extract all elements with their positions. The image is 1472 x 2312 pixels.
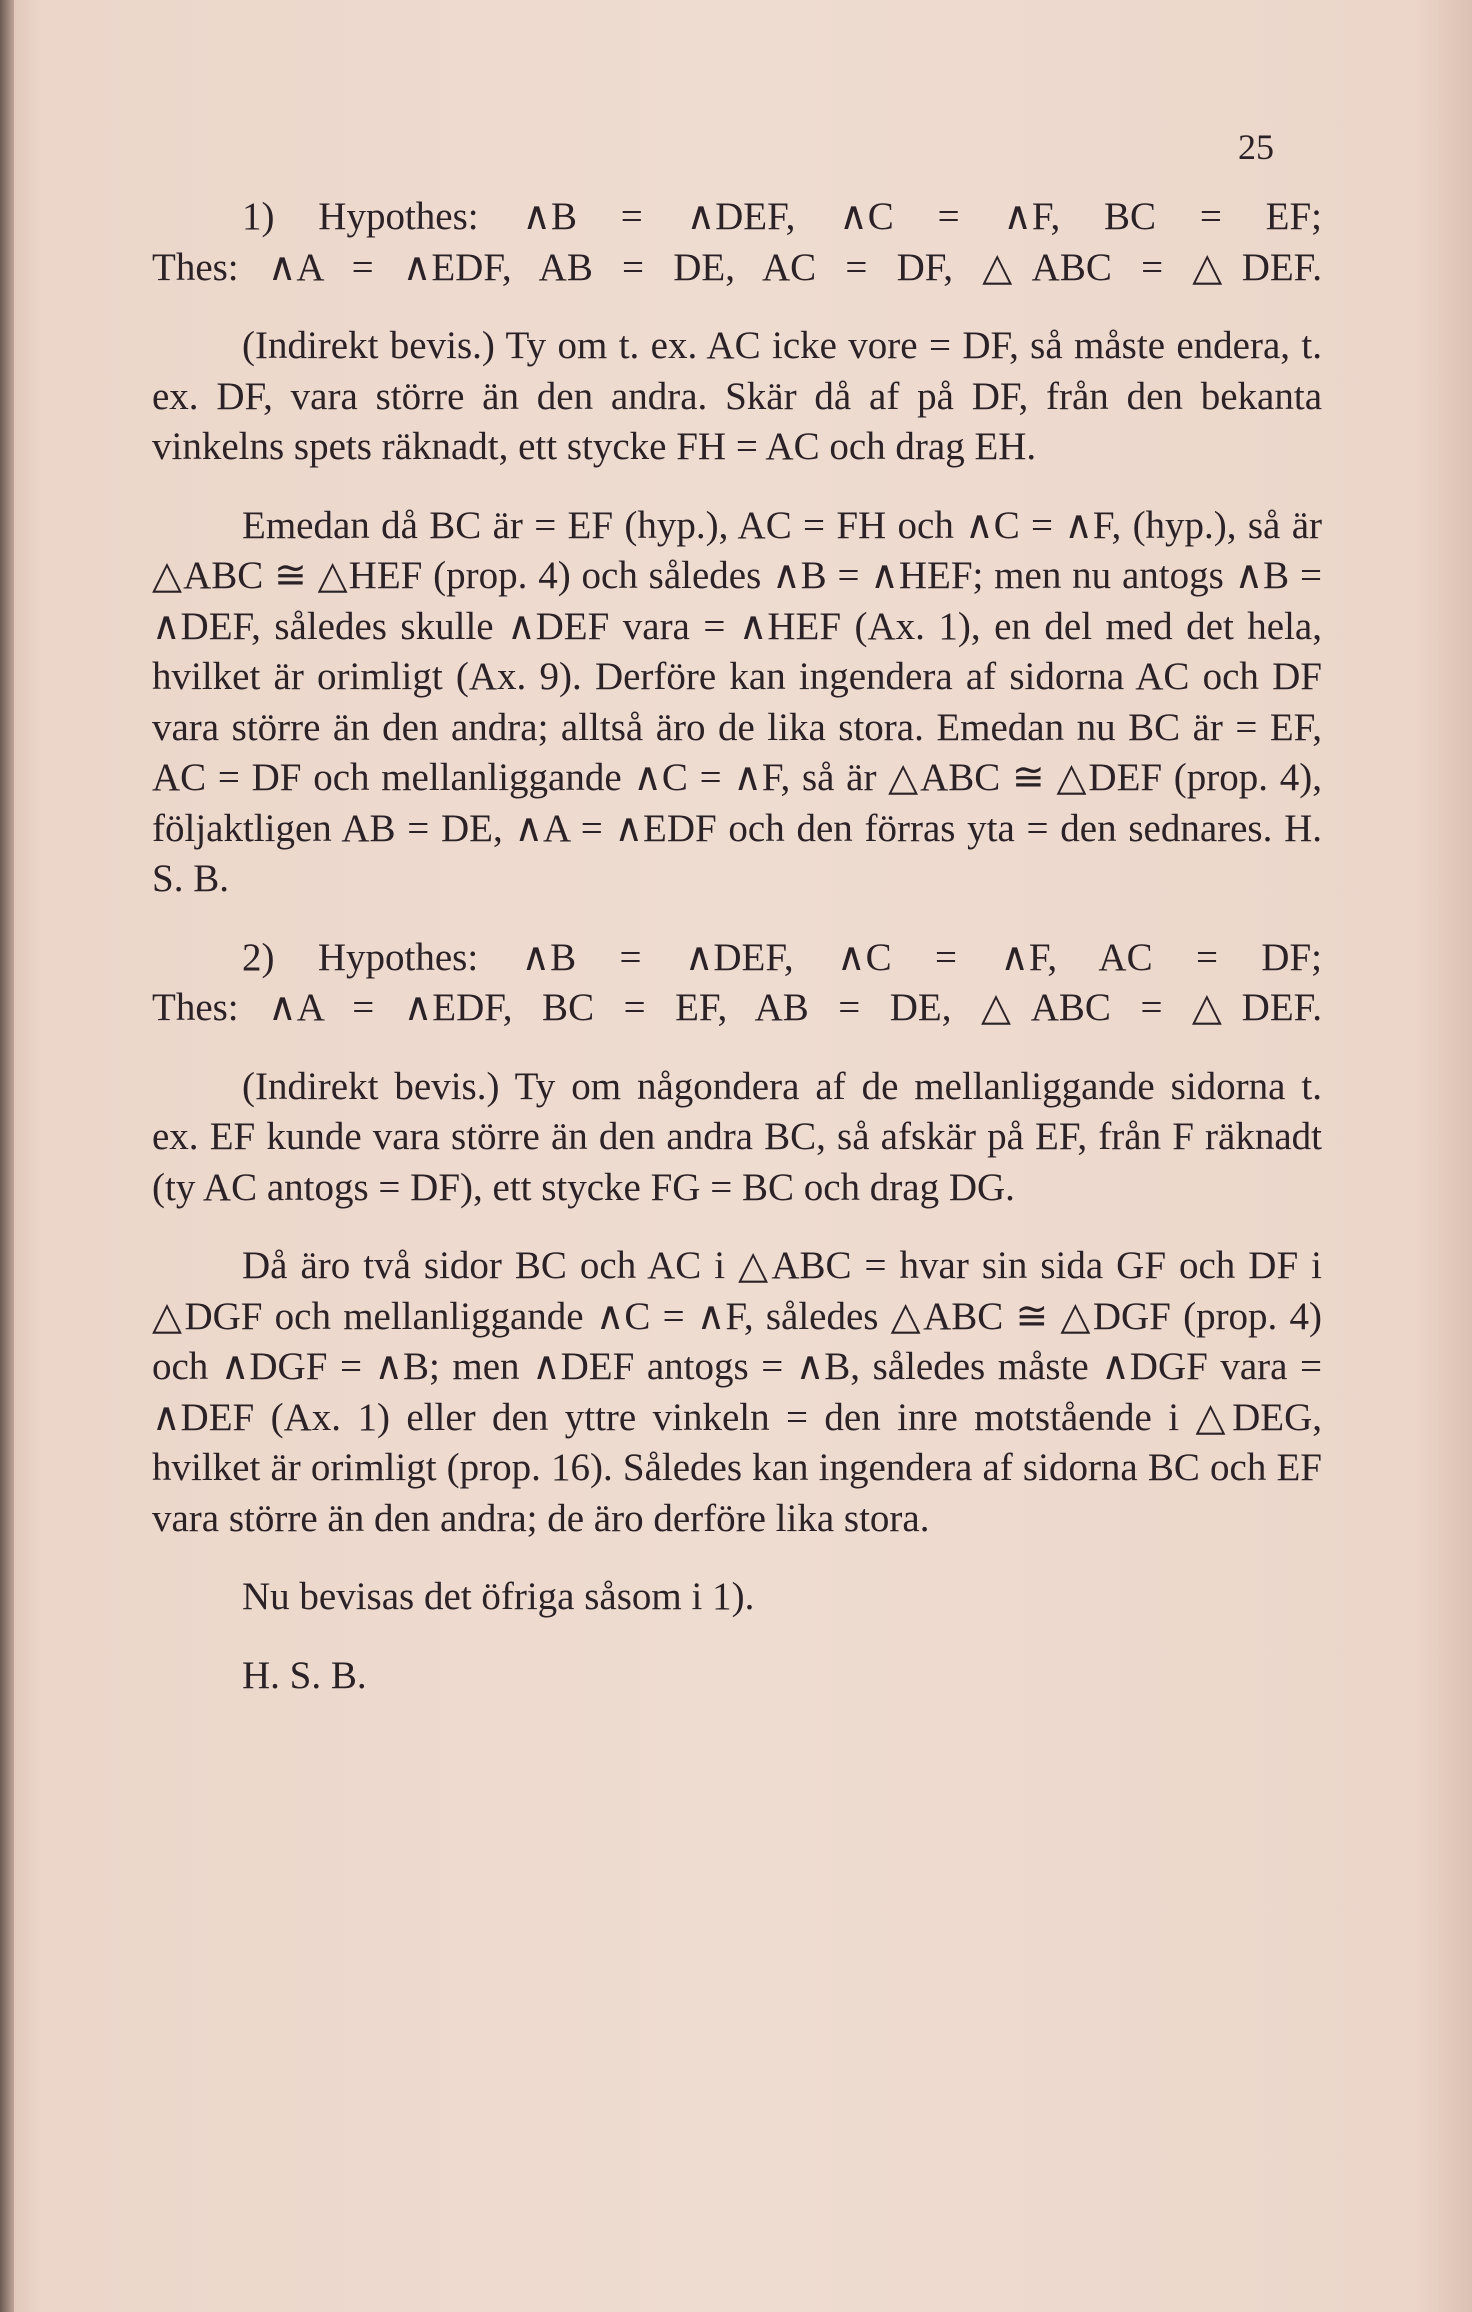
remaining-proof-note: Nu bevisas det öfriga såsom i 1). xyxy=(242,1575,755,1618)
page-edge xyxy=(0,0,14,2312)
body-text xyxy=(152,192,1322,1701)
page-number: 25 xyxy=(1238,127,1274,167)
thesis-1: Thes: ∧A = ∧EDF, AB = DE, AC = DF, △ABC = △DEF. xyxy=(152,245,1322,289)
hypothesis-2: 2) Hypothes: ∧B = ∧DEF, ∧C = ∧F, AC = DF; xyxy=(242,935,1322,979)
proof-2-intro: (Indirekt bevis.) Ty om någondera af de mellanliggande sidorna t. ex. EF kunde vara större än den andra BC, så afskär på EF, från F räknadt (ty AC antogs = DF), ett stycke FG = BC och drag DG. xyxy=(152,1064,1322,1209)
proof-2-body: Då äro två sidor BC och AC i △ABC = hvar sin sida GF och DF i △DGF och mellanliggande ∧C = ∧F, således △ABC ≅ △DGF (prop. 4) och ∧DGF = ∧B; men ∧DEF antogs = ∧B, således måste ∧DGF vara = ∧DEF (Ax. 1) eller den yttre vinkeln = den inre motstående i △DEG, hvilket är orimligt (prop. 16). Således kan ingendera af sidorna BC och EF vara större än den andra; de äro derföre lika stora. xyxy=(152,1244,1322,1540)
proof-1-body: Emedan då BC är = EF (hyp.), AC = FH och ∧C = ∧F, (hyp.), så är △ABC ≅ △HEF (prop. 4) och således ∧B = ∧HEF; men nu antogs ∧B = ∧DEF, således skulle ∧DEF vara = ∧HEF (Ax. 1), en del med det hela, hvilket är orimligt (Ax. 9). Derföre kan ingendera af sidorna AC och DF vara större än den andra; alltså äro de lika stora. Emedan nu BC är = EF, AC = DF och mellanliggande ∧C = ∧F, så är △ABC ≅ △DEF (prop. 4), följaktligen AB = DE, ∧A = ∧EDF och den förras yta = den sednares. H. S. B. xyxy=(152,503,1322,900)
proof-1-intro: (Indirekt bevis.) Ty om t. ex. AC icke vore = DF, så måste endera, t. ex. DF, vara större än den andra. Skär då af på DF, från den bekanta vinkelns spets räknadt, ett stycke FH = AC och drag EH. xyxy=(152,324,1322,468)
thesis-2: Thes: ∧A = ∧EDF, BC = EF, AB = DE, △ABC = △DEF. xyxy=(152,986,1322,1029)
hypothesis-1: 1) Hypothes: ∧B = ∧DEF, ∧C = ∧F, BC = EF; xyxy=(242,195,1322,238)
qed-mark: H. S. B. xyxy=(242,1653,367,1697)
